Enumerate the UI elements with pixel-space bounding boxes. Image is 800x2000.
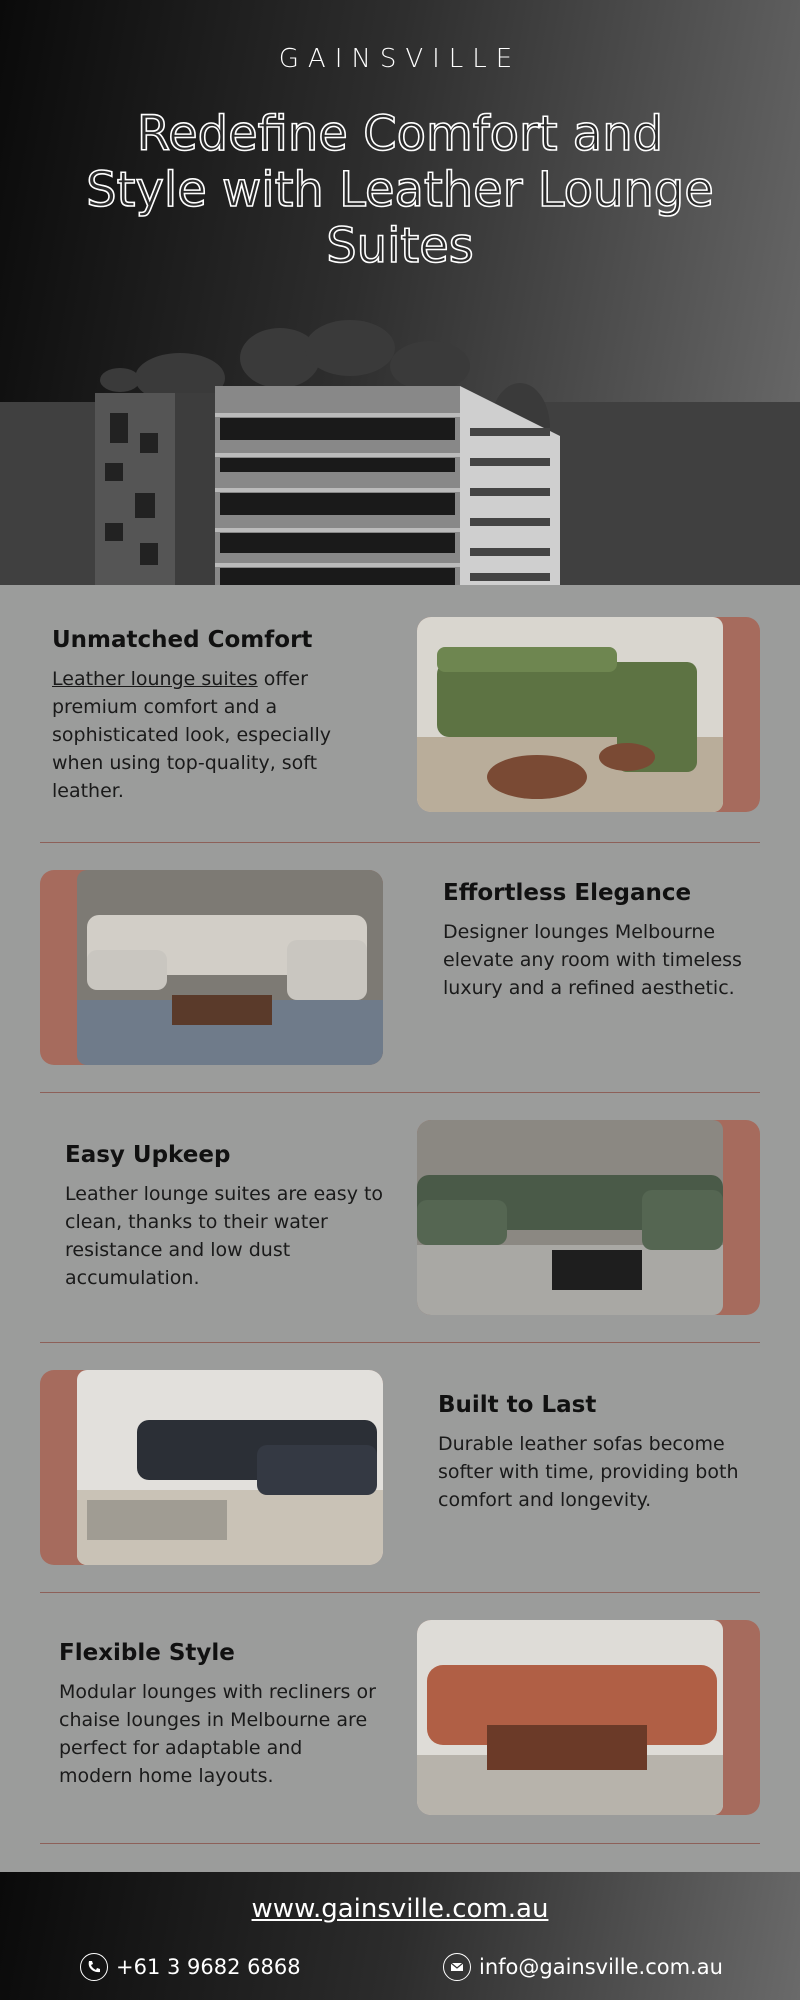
section-unmatched-comfort (40, 617, 760, 812)
section-text (443, 880, 763, 1002)
email-icon (443, 1953, 471, 1981)
section-heading: Flexible Style (59, 1640, 235, 1666)
section-text (438, 1392, 758, 1514)
brand-logo[interactable]: GAINSVILLE (278, 44, 522, 74)
email-contact[interactable] (443, 1953, 723, 1981)
page-title: Redefine Comfort and Style with Leather Lounge Suites (86, 106, 714, 274)
website-link[interactable]: www.gainsville.com.au (251, 1894, 549, 1924)
sofa-photo (417, 1120, 723, 1315)
section-body: Leather lounge suites are easy to clean, thanks to their water resistance and low dust accumulation. (65, 1183, 384, 1289)
section-effortless-elegance (40, 870, 760, 1065)
phone-contact[interactable] (80, 1953, 301, 1981)
section-easy-upkeep (40, 1120, 760, 1315)
building-image (90, 318, 590, 585)
footer (0, 1872, 800, 2000)
phone-icon (80, 1953, 108, 1981)
section-heading: Built to Last (438, 1392, 597, 1418)
section-divider (40, 1592, 760, 1593)
section-flexible-style (40, 1620, 760, 1815)
sofa-photo (417, 1620, 723, 1815)
section-divider (40, 1342, 760, 1343)
section-text (52, 627, 372, 805)
section-body: Designer lounges Melbourne elevate any room with timeless luxury and a refined aesthetic. (443, 921, 742, 999)
section-text (59, 1640, 379, 1790)
section-body: Modular lounges with recliners or chaise lounges in Melbourne are perfect for adaptable and modern home layouts. (59, 1681, 376, 1787)
leather-lounge-suites-link[interactable]: Leather lounge suites (52, 668, 258, 690)
section-body: Leather lounge suites offer premium comfort and a sophisticated look, especially when using top-quality, soft leather. (52, 668, 331, 802)
section-body: Durable leather sofas become softer with time, providing both comfort and longevity. (438, 1433, 739, 1511)
section-divider (40, 842, 760, 843)
image-card (417, 1620, 760, 1815)
section-heading: Easy Upkeep (65, 1142, 231, 1168)
sofa-photo (77, 870, 383, 1065)
sofa-photo (417, 617, 723, 812)
section-heading: Unmatched Comfort (52, 627, 313, 653)
hero-header (0, 0, 800, 585)
section-heading: Effortless Elegance (443, 880, 692, 906)
section-text (65, 1142, 385, 1292)
section-divider (40, 1092, 760, 1093)
sofa-photo (77, 1370, 383, 1565)
section-divider (40, 1843, 760, 1844)
phone-number: +61 3 9682 6868 (116, 1955, 301, 1979)
image-card (417, 617, 760, 812)
email-address: info@gainsville.com.au (479, 1955, 723, 1979)
image-card (417, 1120, 760, 1315)
section-built-to-last (40, 1370, 760, 1565)
image-card (40, 870, 383, 1065)
image-card (40, 1370, 383, 1565)
